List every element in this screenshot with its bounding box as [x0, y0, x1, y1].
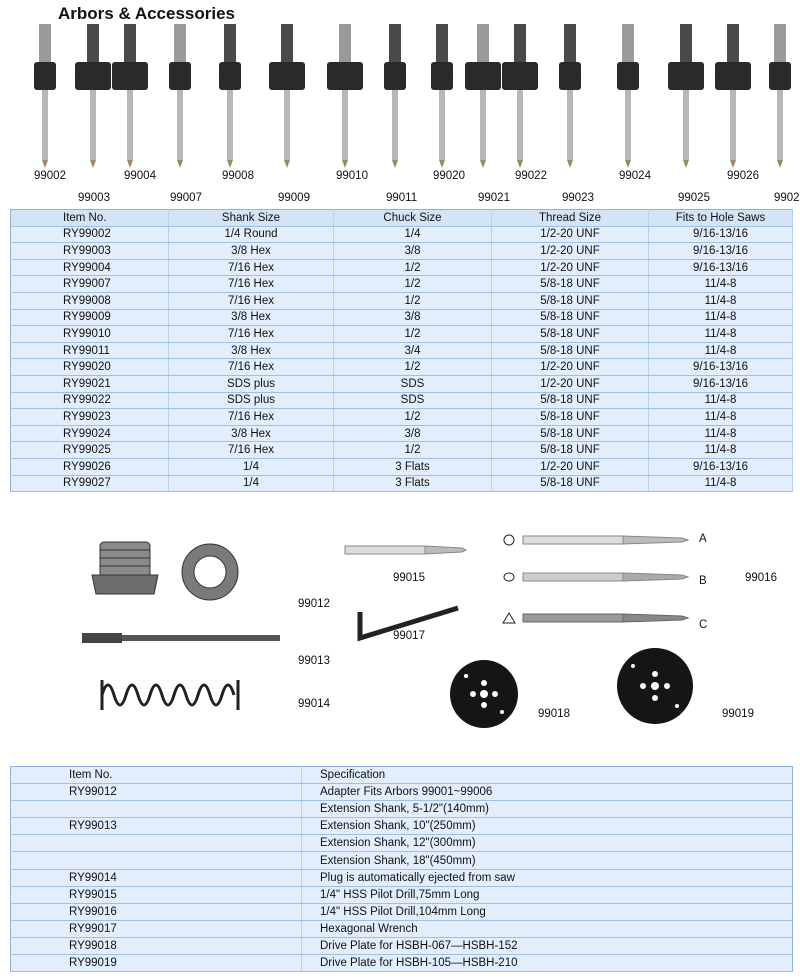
- table-row: [11, 784, 793, 801]
- table-row: [11, 835, 793, 852]
- accessory-code: 99014: [298, 698, 330, 710]
- arbor-spec-table: [10, 209, 793, 492]
- table-cell: 1/4 Round: [169, 226, 334, 243]
- table-cell: 9/16-13/16: [649, 458, 793, 475]
- arbor-image: [431, 24, 453, 168]
- table-row: [11, 375, 793, 392]
- arbor-image: [112, 24, 148, 168]
- arbor-product-images: [0, 22, 800, 182]
- table-cell: RY99015: [11, 886, 302, 903]
- table-row: [11, 458, 793, 475]
- table-cell: 7/16 Hex: [169, 409, 334, 426]
- table-cell: 7/16 Hex: [169, 326, 334, 343]
- arbor-image: [465, 24, 501, 168]
- spring-image: [102, 680, 238, 710]
- table-cell: 1/2: [334, 359, 492, 376]
- washer-image: [182, 544, 238, 600]
- arbor-image: [384, 24, 406, 168]
- table-cell: 11/4-8: [649, 326, 793, 343]
- accessory-code: 99018: [538, 708, 570, 720]
- table-cell: 3/8 Hex: [169, 243, 334, 260]
- table-cell: RY99027: [11, 475, 169, 492]
- accessory-code: 99019: [722, 708, 754, 720]
- table-cell: RY99010: [11, 326, 169, 343]
- table-cell: 3/8: [334, 425, 492, 442]
- drill-variant-label: B: [699, 575, 707, 587]
- table-header-row: [11, 210, 793, 227]
- table-cell: RY99017: [11, 920, 302, 937]
- table-cell: 5/8-18 UNF: [492, 475, 649, 492]
- table-cell: 5/8-18 UNF: [492, 326, 649, 343]
- column-header: Shank Size: [169, 210, 334, 227]
- table-header-row: [11, 767, 793, 784]
- accessory-code: 99016: [745, 572, 777, 584]
- column-header: Item No.: [11, 210, 169, 227]
- arbor-code: 99007: [170, 192, 202, 204]
- table-cell: 3/8 Hex: [169, 342, 334, 359]
- arbor-image: [769, 24, 791, 168]
- drill-variant-label: A: [699, 533, 707, 545]
- table-cell: RY99024: [11, 425, 169, 442]
- table-cell: 11/4-8: [649, 475, 793, 492]
- arbor-image: [502, 24, 538, 168]
- table-cell: RY99008: [11, 292, 169, 309]
- table-cell: 1/4" HSS Pilot Drill,75mm Long: [302, 886, 793, 903]
- table-cell: RY99018: [11, 937, 302, 954]
- table-row: [11, 818, 793, 835]
- table-row: [11, 342, 793, 359]
- column-header: Chuck Size: [334, 210, 492, 227]
- table-row: [11, 243, 793, 260]
- table-cell: 5/8-18 UNF: [492, 442, 649, 459]
- drive-plate-image: [450, 660, 518, 728]
- arbor-code: 99020: [433, 170, 465, 182]
- table-cell: RY99021: [11, 375, 169, 392]
- table-row: [11, 259, 793, 276]
- table-cell: 11/4-8: [649, 442, 793, 459]
- table-cell: RY99007: [11, 276, 169, 293]
- table-cell: [11, 835, 302, 852]
- column-header: Thread Size: [492, 210, 649, 227]
- table-cell: 5/8-18 UNF: [492, 392, 649, 409]
- table-cell: Extension Shank, 10"(250mm): [302, 818, 793, 835]
- arbor-code: 99008: [222, 170, 254, 182]
- table-cell: 1/4: [334, 226, 492, 243]
- arbor-image: [715, 24, 751, 168]
- table-cell: 3/8: [334, 309, 492, 326]
- pilot-drill-b-image: [504, 573, 688, 581]
- table-cell: 5/8-18 UNF: [492, 309, 649, 326]
- table-cell: 1/4: [169, 475, 334, 492]
- table-cell: RY99011: [11, 342, 169, 359]
- table-row: [11, 801, 793, 818]
- table-cell: Hexagonal Wrench: [302, 920, 793, 937]
- table-row: [11, 292, 793, 309]
- table-cell: 5/8-18 UNF: [492, 276, 649, 293]
- table-cell: 11/4-8: [649, 342, 793, 359]
- table-cell: 1/4: [169, 458, 334, 475]
- table-cell: 1/2: [334, 259, 492, 276]
- table-cell: Drive Plate for HSBH-105—HSBH-210: [302, 955, 793, 972]
- table-row: [11, 937, 793, 954]
- arbor-code: 99021: [478, 192, 510, 204]
- page-title: Arbors & Accessories: [58, 4, 236, 23]
- arbor-image: [34, 24, 56, 168]
- table-cell: 1/2-20 UNF: [492, 375, 649, 392]
- table-cell: 9/16-13/16: [649, 226, 793, 243]
- table-cell: 1/2: [334, 326, 492, 343]
- arbor-image: [668, 24, 704, 168]
- table-row: [11, 392, 793, 409]
- table-cell: 3/8: [334, 243, 492, 260]
- arbor-code: 99011: [386, 192, 418, 204]
- arbor-image: [75, 24, 111, 168]
- table-cell: 11/4-8: [649, 409, 793, 426]
- table-cell: RY99016: [11, 903, 302, 920]
- table-cell: RY99004: [11, 259, 169, 276]
- column-header: Specification: [302, 767, 793, 784]
- table-cell: [11, 801, 302, 818]
- table-row: [11, 920, 793, 937]
- table-cell: 1/2: [334, 292, 492, 309]
- table-cell: RY99002: [11, 226, 169, 243]
- table-cell: 1/2-20 UNF: [492, 243, 649, 260]
- arbor-code: 99003: [78, 192, 110, 204]
- table-cell: 5/8-18 UNF: [492, 342, 649, 359]
- table-cell: SDS plus: [169, 392, 334, 409]
- table-cell: 1/2-20 UNF: [492, 226, 649, 243]
- arbor-code: 99024: [619, 170, 651, 182]
- table-cell: [11, 852, 302, 869]
- drive-plate-large-image: [617, 648, 693, 724]
- table-row: [11, 326, 793, 343]
- arbor-image: [269, 24, 305, 168]
- accessory-code: 99017: [393, 630, 425, 642]
- arbor-code: 99025: [678, 192, 710, 204]
- accessory-code: 99015: [393, 572, 425, 584]
- table-cell: 3/8 Hex: [169, 309, 334, 326]
- accessory-code: 99013: [298, 655, 330, 667]
- table-cell: 3/8 Hex: [169, 425, 334, 442]
- table-cell: 11/4-8: [649, 425, 793, 442]
- table-row: [11, 886, 793, 903]
- table-row: [11, 869, 793, 886]
- table-row: [11, 409, 793, 426]
- arbor-code: 99004: [124, 170, 156, 182]
- table-cell: 11/4-8: [649, 392, 793, 409]
- table-row: [11, 852, 793, 869]
- table-row: [11, 955, 793, 972]
- table-cell: 3 Flats: [334, 475, 492, 492]
- extension-shank-image: [82, 633, 280, 643]
- pilot-drill-image: [345, 546, 466, 554]
- arbor-image: [169, 24, 191, 168]
- table-cell: 1/2-20 UNF: [492, 359, 649, 376]
- table-cell: 11/4-8: [649, 309, 793, 326]
- table-cell: 1/2: [334, 276, 492, 293]
- table-cell: 1/2-20 UNF: [492, 259, 649, 276]
- table-cell: RY99023: [11, 409, 169, 426]
- table-cell: Extension Shank, 18"(450mm): [302, 852, 793, 869]
- column-header: Item No.: [11, 767, 302, 784]
- table-cell: 3/4: [334, 342, 492, 359]
- table-cell: 1/2: [334, 442, 492, 459]
- table-row: [11, 903, 793, 920]
- table-cell: RY99020: [11, 359, 169, 376]
- table-cell: RY99014: [11, 869, 302, 886]
- table-row: [11, 359, 793, 376]
- arbor-image: [617, 24, 639, 168]
- table-cell: 7/16 Hex: [169, 359, 334, 376]
- arbor-code: 99002: [34, 170, 66, 182]
- table-row: [11, 442, 793, 459]
- arbor-code: 99023: [562, 192, 594, 204]
- table-cell: 7/16 Hex: [169, 442, 334, 459]
- table-cell: RY99022: [11, 392, 169, 409]
- table-cell: 9/16-13/16: [649, 375, 793, 392]
- table-row: [11, 475, 793, 492]
- arbor-code: 99009: [278, 192, 310, 204]
- arbor-code: 9902: [774, 192, 800, 204]
- table-cell: 5/8-18 UNF: [492, 425, 649, 442]
- table-cell: 5/8-18 UNF: [492, 292, 649, 309]
- table-cell: SDS: [334, 375, 492, 392]
- table-cell: Plug is automatically ejected from saw: [302, 869, 793, 886]
- table-row: [11, 425, 793, 442]
- table-row: [11, 226, 793, 243]
- table-row: [11, 276, 793, 293]
- table-row: [11, 309, 793, 326]
- table-cell: Adapter Fits Arbors 99001~99006: [302, 784, 793, 801]
- arbor-code: 99022: [515, 170, 547, 182]
- table-cell: 9/16-13/16: [649, 359, 793, 376]
- table-cell: 5/8-18 UNF: [492, 409, 649, 426]
- table-cell: 1/2: [334, 409, 492, 426]
- table-cell: RY99025: [11, 442, 169, 459]
- accessory-spec-table: [10, 766, 793, 972]
- arbor-code: 99010: [336, 170, 368, 182]
- column-header: Fits to Hole Saws: [649, 210, 793, 227]
- table-cell: 7/16 Hex: [169, 276, 334, 293]
- table-cell: 3 Flats: [334, 458, 492, 475]
- arbor-image: [219, 24, 241, 168]
- arbor-image: [559, 24, 581, 168]
- table-cell: 7/16 Hex: [169, 259, 334, 276]
- table-cell: RY99012: [11, 784, 302, 801]
- table-cell: Extension Shank, 12"(300mm): [302, 835, 793, 852]
- table-cell: Drive Plate for HSBH-067—HSBH-152: [302, 937, 793, 954]
- table-cell: 9/16-13/16: [649, 259, 793, 276]
- table-cell: 11/4-8: [649, 276, 793, 293]
- arbor-image: [327, 24, 363, 168]
- table-cell: 1/2-20 UNF: [492, 458, 649, 475]
- adapter-image: [92, 542, 158, 594]
- pilot-drill-c-image: [503, 613, 688, 623]
- table-cell: Extension Shank, 5-1/2"(140mm): [302, 801, 793, 818]
- table-cell: 7/16 Hex: [169, 292, 334, 309]
- table-cell: 9/16-13/16: [649, 243, 793, 260]
- table-cell: RY99013: [11, 818, 302, 835]
- accessory-code: 99012: [298, 598, 330, 610]
- pilot-drill-a-image: [504, 535, 688, 545]
- table-cell: 11/4-8: [649, 292, 793, 309]
- table-cell: SDS: [334, 392, 492, 409]
- table-cell: RY99026: [11, 458, 169, 475]
- table-cell: RY99003: [11, 243, 169, 260]
- table-cell: 1/4" HSS Pilot Drill,104mm Long: [302, 903, 793, 920]
- arbor-code: 99026: [727, 170, 759, 182]
- table-cell: RY99019: [11, 955, 302, 972]
- drill-variant-label: C: [699, 619, 708, 631]
- table-cell: SDS plus: [169, 375, 334, 392]
- table-cell: RY99009: [11, 309, 169, 326]
